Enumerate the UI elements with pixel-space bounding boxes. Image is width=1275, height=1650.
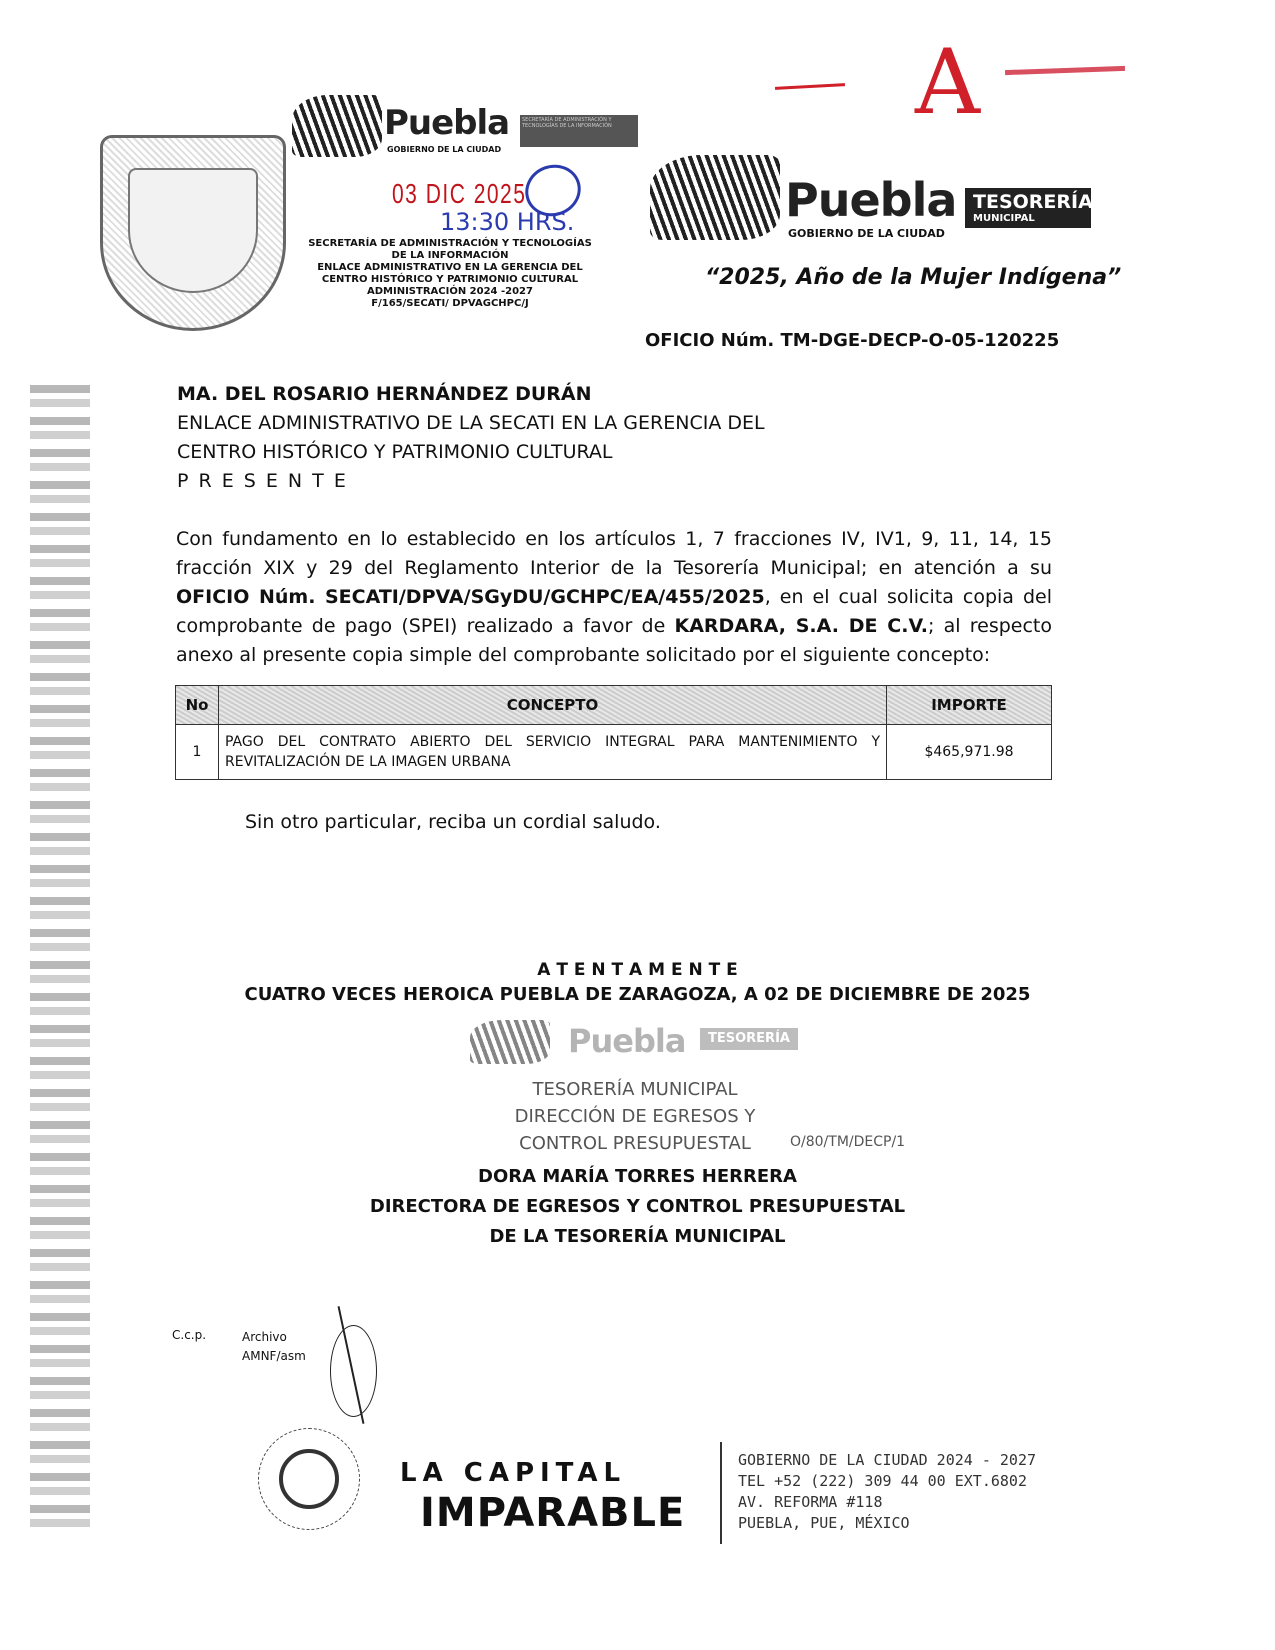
recipient-title-2: CENTRO HISTÓRICO Y PATRIMONIO CULTURAL — [177, 441, 613, 463]
secati-logo — [292, 95, 642, 160]
logo-subtitle: GOBIERNO DE LA CIUDAD — [387, 145, 502, 154]
slogan-bottom: IMPARABLE — [420, 1490, 686, 1536]
red-dash-mark — [775, 83, 845, 90]
puebla-emblem-icon — [292, 95, 382, 157]
company-name: KARDARA, S.A. DE C.V. — [674, 615, 928, 637]
oficio-number: OFICIO Núm. TM-DGE-DECP-O-05-120225 — [645, 330, 1060, 351]
signer-block — [0, 1162, 1275, 1252]
slogan-top: LA CAPITAL — [400, 1458, 627, 1488]
tesoreria-seal-logo: Puebla TESORERÍA — [470, 1020, 810, 1066]
puebla-emblem-icon — [650, 155, 780, 240]
signer-name: DORA MARÍA TORRES HERRERA — [478, 1166, 797, 1187]
presente: P R E S E N T E — [177, 470, 348, 492]
received-time: 13:30 HRS. — [440, 208, 575, 236]
signature-block — [0, 960, 1275, 1005]
city-coat-of-arms — [100, 135, 286, 331]
logo-wordmark: Puebla — [785, 173, 957, 227]
signer-title-2: DE LA TESORERÍA MUNICIPAL — [489, 1226, 786, 1247]
place-and-date: CUATRO VECES HEROICA PUEBLA DE ZARAGOZA, A 02 DE DICIEMBRE DE 2025 — [244, 984, 1031, 1005]
igualdad-laboral-seal — [258, 1428, 360, 1530]
tesoreria-logo — [650, 155, 1100, 245]
footer-divider — [720, 1442, 722, 1544]
seal-folio: O/80/TM/DECP/1 — [790, 1134, 906, 1150]
ccp-list: Archivo AMNF/asm — [242, 1330, 306, 1363]
row-importe: $465,971.98 — [887, 725, 1052, 780]
referenced-oficio: OFICIO Núm. SECATI/DPVA/SGyDU/GCHPC/EA/455/2025 — [176, 586, 765, 608]
received-date-stamp: 03 DIC 2025 — [392, 178, 527, 209]
year-motto: “2025, Año de la Mujer Indígena” — [705, 265, 1122, 290]
tesoreria-badge: TESORERÍA MUNICIPAL — [965, 188, 1091, 228]
row-concepto: PAGO DEL CONTRATO ABIERTO DEL SERVICIO INTEGRAL PARA MANTENIMIENTO Y REVITALIZACIÓN DE LA IMAGEN URBANA — [219, 725, 887, 780]
logo-wordmark: Puebla — [384, 103, 510, 143]
atentamente: A T E N T A M E N T E — [537, 960, 738, 980]
handwritten-a-mark: A — [915, 30, 980, 135]
row-no: 1 — [176, 725, 219, 780]
received-stamp-text: SECRETARÍA DE ADMINISTRACIÓN Y TECNOLOGÍAS DE LA INFORMACIÓN ENLACE ADMINISTRATIVO EN LA GERENCIA DEL CENTRO HISTÓRICO Y PATRIMONIO CULTURAL ADMINISTRACIÓN 2024 -2027 F/165/SECATI/ DPVAGCHPC/J — [308, 238, 592, 309]
red-scribble-mark — [1005, 66, 1125, 75]
official-seal-text: TESORERÍA MUNICIPAL DIRECCIÓN DE EGRESOS Y CONTROL PRESUPUESTAL — [514, 1079, 756, 1154]
signer-title: DIRECTORA DE EGRESOS Y CONTROL PRESUPUESTAL — [369, 1196, 906, 1217]
ccp-label: C.c.p. — [172, 1328, 207, 1342]
concept-table — [175, 685, 1052, 780]
logo-subtitle: GOBIERNO DE LA CIUDAD — [788, 227, 945, 240]
table-header-row — [176, 686, 1052, 725]
header-importe: IMPORTE — [887, 686, 1052, 725]
header-concepto: CONCEPTO — [219, 686, 887, 725]
body-paragraph: Con fundamento en lo establecido en los artículos 1, 7 fracciones IV, IV1, 9, 11, 14, 15 fracción XIX y 29 del Reglamento Interior de la Tesorería Municipal; en atención a su OFICIO Núm. SECATI/DPVA/SGyDU/GCHPC/EA/455/2025, en el cual solicita copia del comprobante de pago (SPEI) realizado a favor de KARDARA, S.A. DE C.V.; al respecto anexo al presente copia simple del comprobante solicitado por el siguiente concepto: — [176, 528, 1052, 666]
logo-unit-badge: SECRETARÍA DE ADMINISTRACIÓN Y TECNOLOGÍAS DE LA INFORMACIÓN — [520, 115, 638, 147]
contact-info: GOBIERNO DE LA CIUDAD 2024 - 2027 TEL +52 (222) 309 44 00 EXT.6802 AV. REFORMA #118 PUEBLA, PUE, MÉXICO — [738, 1451, 1037, 1532]
recipient-block — [177, 380, 765, 496]
table-row — [176, 725, 1052, 780]
closing-greeting: Sin otro particular, reciba un cordial saludo. — [245, 811, 661, 833]
recipient-name: MA. DEL ROSARIO HERNÁNDEZ DURÁN — [177, 383, 592, 405]
header-no: No — [176, 686, 219, 725]
recipient-title: ENLACE ADMINISTRATIVO DE LA SECATI EN LA GERENCIA DEL — [177, 412, 765, 434]
